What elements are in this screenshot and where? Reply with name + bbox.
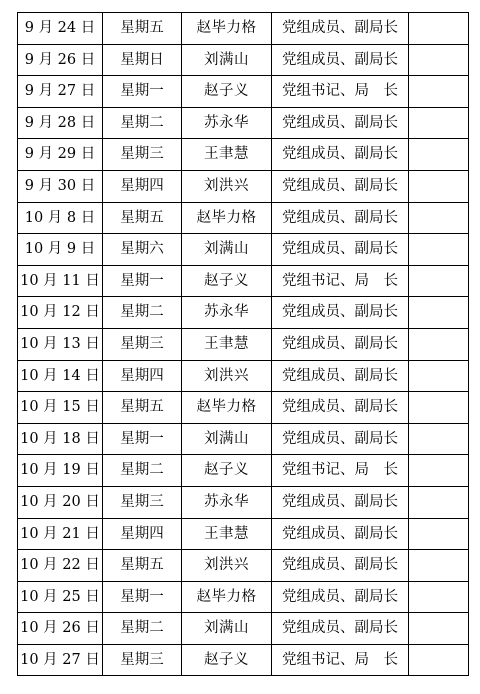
table-row (18, 44, 469, 76)
person-name-cell: 赵毕力格 (182, 202, 272, 234)
note-cell (409, 455, 469, 487)
note-cell (409, 202, 469, 234)
person-name-cell: 苏永华 (182, 297, 272, 329)
note-cell (409, 360, 469, 392)
note-cell (409, 13, 469, 45)
note-cell (409, 486, 469, 518)
note-cell (409, 392, 469, 424)
weekday-cell: 星期二 (103, 297, 182, 329)
person-name-cell: 王聿慧 (182, 328, 272, 360)
date-cell: 10 月 20 日 (18, 486, 103, 518)
table-row (18, 234, 469, 266)
date-cell: 9 月 28 日 (18, 107, 103, 139)
weekday-cell: 星期日 (103, 44, 182, 76)
weekday-cell: 星期五 (103, 202, 182, 234)
table-row (18, 613, 469, 645)
position-title-cell: 党组成员、副局长 (272, 234, 409, 266)
note-cell (409, 76, 469, 108)
note-cell (409, 581, 469, 613)
note-cell (409, 644, 469, 676)
date-cell: 10 月 19 日 (18, 455, 103, 487)
person-name-cell: 刘洪兴 (182, 550, 272, 582)
date-cell: 10 月 9 日 (18, 234, 103, 266)
person-name-cell: 赵子义 (182, 265, 272, 297)
schedule-table-body (18, 13, 469, 676)
note-cell (409, 423, 469, 455)
position-title-cell: 党组成员、副局长 (272, 392, 409, 424)
weekday-cell: 星期二 (103, 613, 182, 645)
position-title-cell: 党组成员、副局长 (272, 423, 409, 455)
person-name-cell: 王聿慧 (182, 518, 272, 550)
table-row (18, 265, 469, 297)
position-title-cell: 党组成员、副局长 (272, 202, 409, 234)
person-name-cell: 刘满山 (182, 234, 272, 266)
date-cell: 9 月 29 日 (18, 139, 103, 171)
position-title-cell: 党组成员、副局长 (272, 13, 409, 45)
table-row (18, 518, 469, 550)
note-cell (409, 44, 469, 76)
table-row (18, 581, 469, 613)
person-name-cell: 赵毕力格 (182, 581, 272, 613)
person-name-cell: 赵毕力格 (182, 392, 272, 424)
person-name-cell: 刘满山 (182, 44, 272, 76)
duty-schedule-page (17, 12, 469, 676)
note-cell (409, 518, 469, 550)
date-cell: 9 月 27 日 (18, 76, 103, 108)
weekday-cell: 星期四 (103, 518, 182, 550)
position-title-cell: 党组成员、副局长 (272, 170, 409, 202)
date-cell: 10 月 13 日 (18, 328, 103, 360)
date-cell: 10 月 25 日 (18, 581, 103, 613)
table-row (18, 644, 469, 676)
note-cell (409, 234, 469, 266)
table-row (18, 360, 469, 392)
table-row (18, 139, 469, 171)
person-name-cell: 赵子义 (182, 455, 272, 487)
position-title-cell: 党组成员、副局长 (272, 328, 409, 360)
weekday-cell: 星期四 (103, 170, 182, 202)
note-cell (409, 139, 469, 171)
table-row (18, 455, 469, 487)
table-row (18, 486, 469, 518)
person-name-cell: 刘洪兴 (182, 360, 272, 392)
note-cell (409, 297, 469, 329)
table-row (18, 170, 469, 202)
weekday-cell: 星期一 (103, 76, 182, 108)
weekday-cell: 星期五 (103, 392, 182, 424)
date-cell: 10 月 15 日 (18, 392, 103, 424)
person-name-cell: 赵子义 (182, 76, 272, 108)
note-cell (409, 265, 469, 297)
date-cell: 10 月 22 日 (18, 550, 103, 582)
person-name-cell: 赵毕力格 (182, 13, 272, 45)
weekday-cell: 星期三 (103, 139, 182, 171)
person-name-cell: 赵子义 (182, 644, 272, 676)
position-title-cell: 党组成员、副局长 (272, 360, 409, 392)
date-cell: 9 月 24 日 (18, 13, 103, 45)
weekday-cell: 星期四 (103, 360, 182, 392)
date-cell: 10 月 11 日 (18, 265, 103, 297)
position-title-cell: 党组书记、局 长 (272, 76, 409, 108)
table-row (18, 13, 469, 45)
position-title-cell: 党组成员、副局长 (272, 550, 409, 582)
weekday-cell: 星期二 (103, 107, 182, 139)
position-title-cell: 党组成员、副局长 (272, 107, 409, 139)
table-row (18, 423, 469, 455)
position-title-cell: 党组成员、副局长 (272, 518, 409, 550)
position-title-cell: 党组成员、副局长 (272, 486, 409, 518)
weekday-cell: 星期六 (103, 234, 182, 266)
date-cell: 9 月 30 日 (18, 170, 103, 202)
weekday-cell: 星期三 (103, 644, 182, 676)
date-cell: 10 月 18 日 (18, 423, 103, 455)
person-name-cell: 王聿慧 (182, 139, 272, 171)
note-cell (409, 107, 469, 139)
table-row (18, 328, 469, 360)
weekday-cell: 星期一 (103, 581, 182, 613)
position-title-cell: 党组书记、局 长 (272, 455, 409, 487)
table-row (18, 202, 469, 234)
date-cell: 10 月 27 日 (18, 644, 103, 676)
position-title-cell: 党组成员、副局长 (272, 139, 409, 171)
position-title-cell: 党组成员、副局长 (272, 581, 409, 613)
weekday-cell: 星期五 (103, 13, 182, 45)
weekday-cell: 星期一 (103, 423, 182, 455)
date-cell: 10 月 21 日 (18, 518, 103, 550)
note-cell (409, 170, 469, 202)
date-cell: 10 月 14 日 (18, 360, 103, 392)
note-cell (409, 613, 469, 645)
note-cell (409, 328, 469, 360)
table-row (18, 392, 469, 424)
weekday-cell: 星期一 (103, 265, 182, 297)
position-title-cell: 党组成员、副局长 (272, 613, 409, 645)
date-cell: 10 月 8 日 (18, 202, 103, 234)
person-name-cell: 苏永华 (182, 107, 272, 139)
date-cell: 10 月 12 日 (18, 297, 103, 329)
date-cell: 9 月 26 日 (18, 44, 103, 76)
position-title-cell: 党组书记、局 长 (272, 644, 409, 676)
weekday-cell: 星期五 (103, 550, 182, 582)
position-title-cell: 党组成员、副局长 (272, 44, 409, 76)
weekday-cell: 星期三 (103, 486, 182, 518)
person-name-cell: 苏永华 (182, 486, 272, 518)
date-cell: 10 月 26 日 (18, 613, 103, 645)
duty-schedule-table (17, 12, 469, 676)
person-name-cell: 刘洪兴 (182, 170, 272, 202)
note-cell (409, 550, 469, 582)
table-row (18, 297, 469, 329)
person-name-cell: 刘满山 (182, 423, 272, 455)
table-row (18, 107, 469, 139)
weekday-cell: 星期三 (103, 328, 182, 360)
table-row (18, 550, 469, 582)
position-title-cell: 党组成员、副局长 (272, 297, 409, 329)
table-row (18, 76, 469, 108)
person-name-cell: 刘满山 (182, 613, 272, 645)
weekday-cell: 星期二 (103, 455, 182, 487)
position-title-cell: 党组书记、局 长 (272, 265, 409, 297)
